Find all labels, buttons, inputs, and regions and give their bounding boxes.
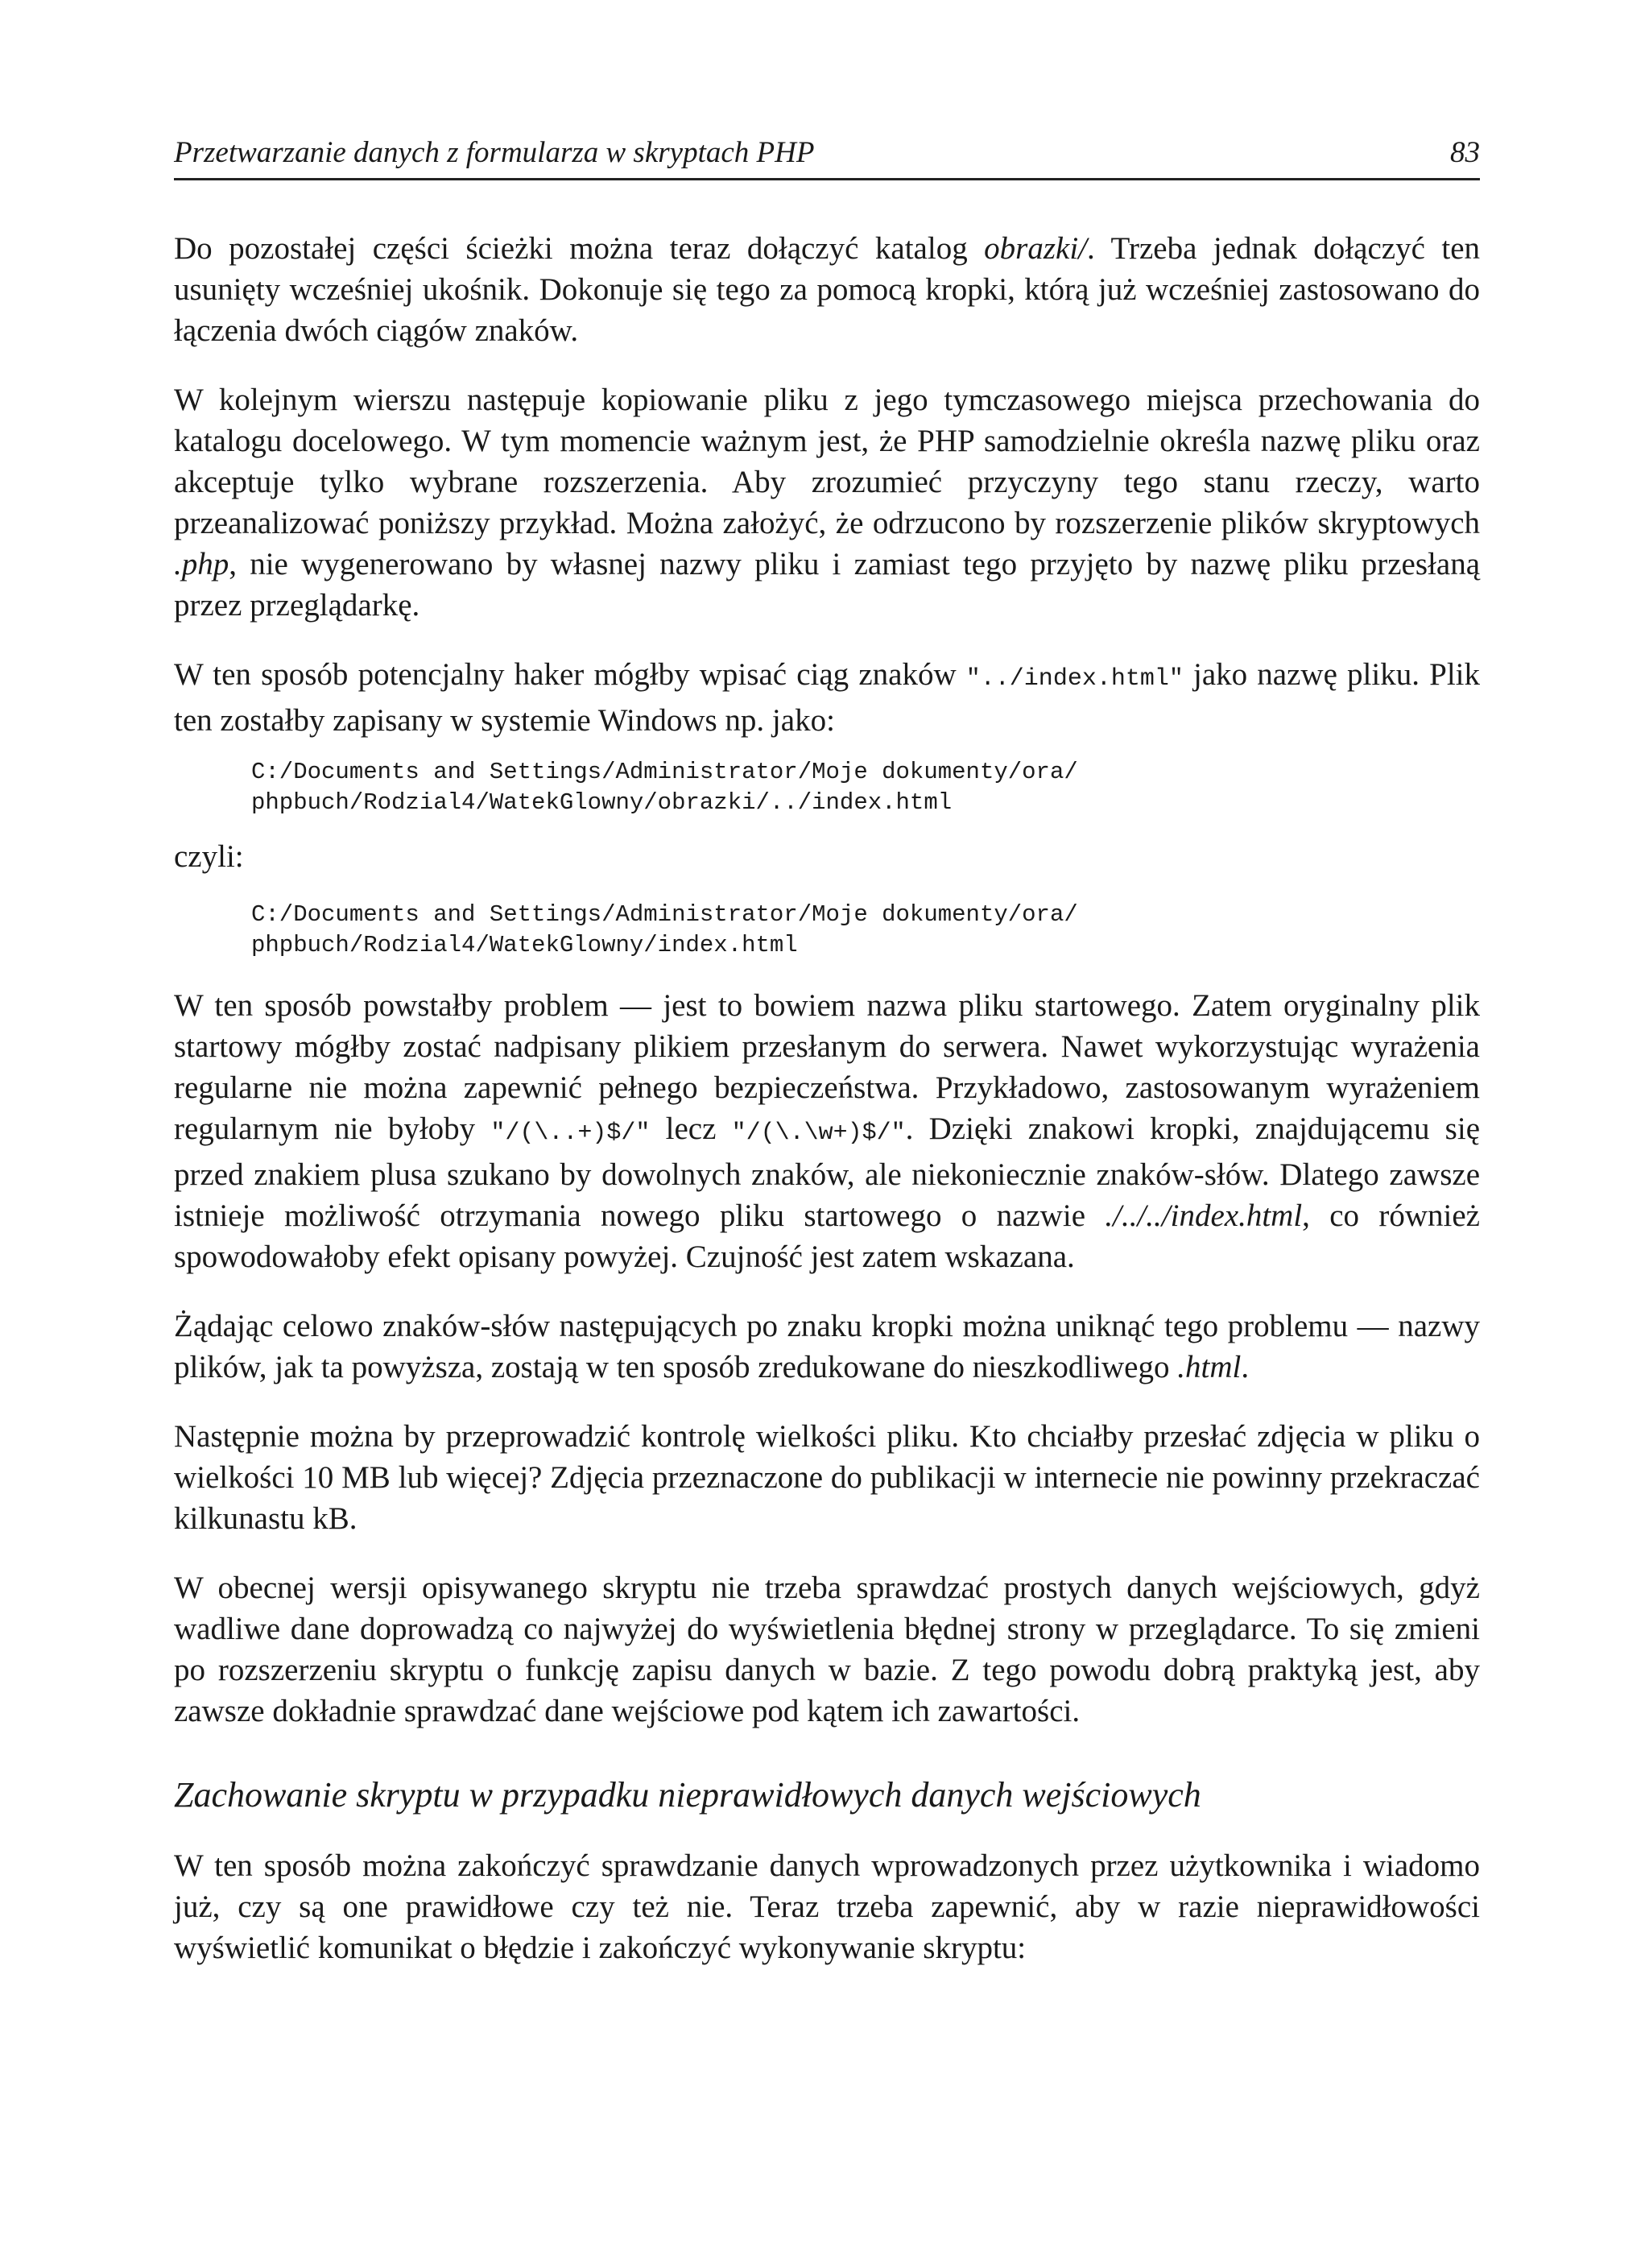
- paragraph-4-text-e: . Dzięki znakowi kropki, znajdującemu się przed znakiem plusa szukano by dowolnych znaków, ale niekoniecznie znaków-słów. Dlatego zawsze istnieje możliwość otrzymania nowego pliku startowego o nazwie: [174, 1111, 1481, 1233]
- paragraph-5-html-extension: .html: [1177, 1350, 1242, 1384]
- paragraph-4-regex-2: "/(\.\w+)$/": [731, 1120, 906, 1147]
- running-header-title: Przetwarzanie danych z formularza w skryptach PHP: [174, 136, 815, 169]
- paragraph-1: [174, 228, 1480, 351]
- paragraph-5: [174, 1306, 1480, 1388]
- paragraph-3-text-a: W ten sposób potencjalny haker mógłby wpisać ciąg znaków: [174, 657, 966, 692]
- paragraph-1-path-obrazki: obrazki/: [984, 231, 1088, 266]
- page-number: 83: [1450, 136, 1480, 169]
- paragraph-4: [174, 985, 1480, 1277]
- page-body: [174, 228, 1480, 1997]
- paragraph-4-regex-1: "/(\..+)$/": [490, 1120, 651, 1147]
- paragraph-1-text-c: . Trzeba jednak dołączyć ten usunięty wcześniej ukośnik. Dokonuje się tego za pomocą kropki, którą już wcześniej zastosowano do łączenia dwóch ciągów znaków.: [174, 231, 1480, 348]
- czyli-label: czyli:: [174, 839, 244, 874]
- paragraph-3-code-filename: "../index.html": [965, 665, 1184, 693]
- running-header: [174, 135, 1480, 180]
- paragraph-5-text-c: .: [1241, 1350, 1250, 1384]
- paragraph-2-text-c: , nie wygenerowano by własnej nazwy pliku i zamiast tego przyjęto by nazwę pliku przesłaną przez przeglądarkę.: [174, 547, 1480, 623]
- paragraph-4-text-g: , co również spowodowałoby efekt opisany powyżej. Czujność jest zatem wskazana.: [174, 1198, 1480, 1274]
- paragraph-3: [174, 654, 1480, 741]
- paragraph-4-text-c: lecz: [650, 1111, 732, 1146]
- paragraph-5-text-a: Żądając celowo znaków-słów następujących po znaku kropki można uniknąć tego problemu — nazwy plików, jak ta powyższa, zostają w ten sposób zredukowane do nieszkodliwego: [174, 1309, 1480, 1384]
- section-heading: Zachowanie skryptu w przypadku nieprawidłowych danych wejściowych: [174, 1775, 1201, 1815]
- paragraph-1-text-a: Do pozostałej części ścieżki można teraz dołączyć katalog: [174, 231, 985, 266]
- paragraph-4-text-a: W ten sposób powstałby problem — jest to bowiem nazwa pliku startowego. Zatem oryginalny plik startowy mógłby zostać nadpisany plikiem przesłanym do serwera. Nawet wykorzystując wyrażenia regularne nie można zapewnić pełnego bezpieczeństwa. Przykładowo, zastosowanym wyrażeniem regularnym nie byłoby: [174, 988, 1480, 1146]
- paragraph-2-text-a: W kolejnym wierszu następuje kopiowanie pliku z jego tymczasowego miejsca przechowania do katalogu docelowego. W tym momencie ważnym jest, że PHP samodzielnie określa nazwę pliku oraz akceptuje tylko wybrane rozszerzenia. Aby zrozumieć przyczyny tego stanu rzeczy, warto przeanalizować poniższy przykład. Można założyć, że odrzucono by rozszerzenie plików skryptowych: [174, 383, 1480, 540]
- paragraph-2-php-extension: .php: [174, 547, 229, 581]
- paragraph-3-text-c: jako nazwę pliku. Plik ten zostałby zapisany w systemie Windows np. jako:: [174, 657, 1481, 738]
- code-block-path-2: C:/Documents and Settings/Administrator/Moje dokumenty/ora/ phpbuch/Rodzial4/WatekGlowny/index.html: [251, 901, 1078, 958]
- paragraph-7: W obecnej wersji opisywanego skryptu nie trzeba sprawdzać prostych danych wejściowych, gdyż wadliwe dane doprowadzą co najwyżej do wyświetlenia błędnej strony w przeglądarce. To się zmieni po rozszerzeniu skryptu o funkcję zapisu danych w bazie. Z tego powodu dobrą praktyką jest, aby zawsze dokładnie sprawdzać dane wejściowe pod kątem ich zawartości.: [174, 1571, 1480, 1728]
- paragraph-6: Następnie można by przeprowadzić kontrolę wielkości pliku. Kto chciałby przesłać zdjęcia w pliku o wielkości 10 MB lub więcej? Zdjęcia przeznaczone do publikacji w internecie nie powinny przekraczać kilkunastu kB.: [174, 1419, 1480, 1536]
- paragraph-8: W ten sposób można zakończyć sprawdzanie danych wprowadzonych przez użytkownika i wiadomo już, czy są one prawidłowe czy też nie. Teraz trzeba zapewnić, aby w razie nieprawidłowości wyświetlić komunikat o błędzie i zakończyć wykonywanie skryptu:: [174, 1848, 1480, 1965]
- paragraph-4-path-index: ./../../index.html: [1105, 1198, 1303, 1233]
- paragraph-2: [174, 379, 1480, 626]
- code-block-path-1: C:/Documents and Settings/Administrator/Moje dokumenty/ora/ phpbuch/Rodzial4/WatekGlowny/obrazki/../index.html: [251, 759, 1078, 816]
